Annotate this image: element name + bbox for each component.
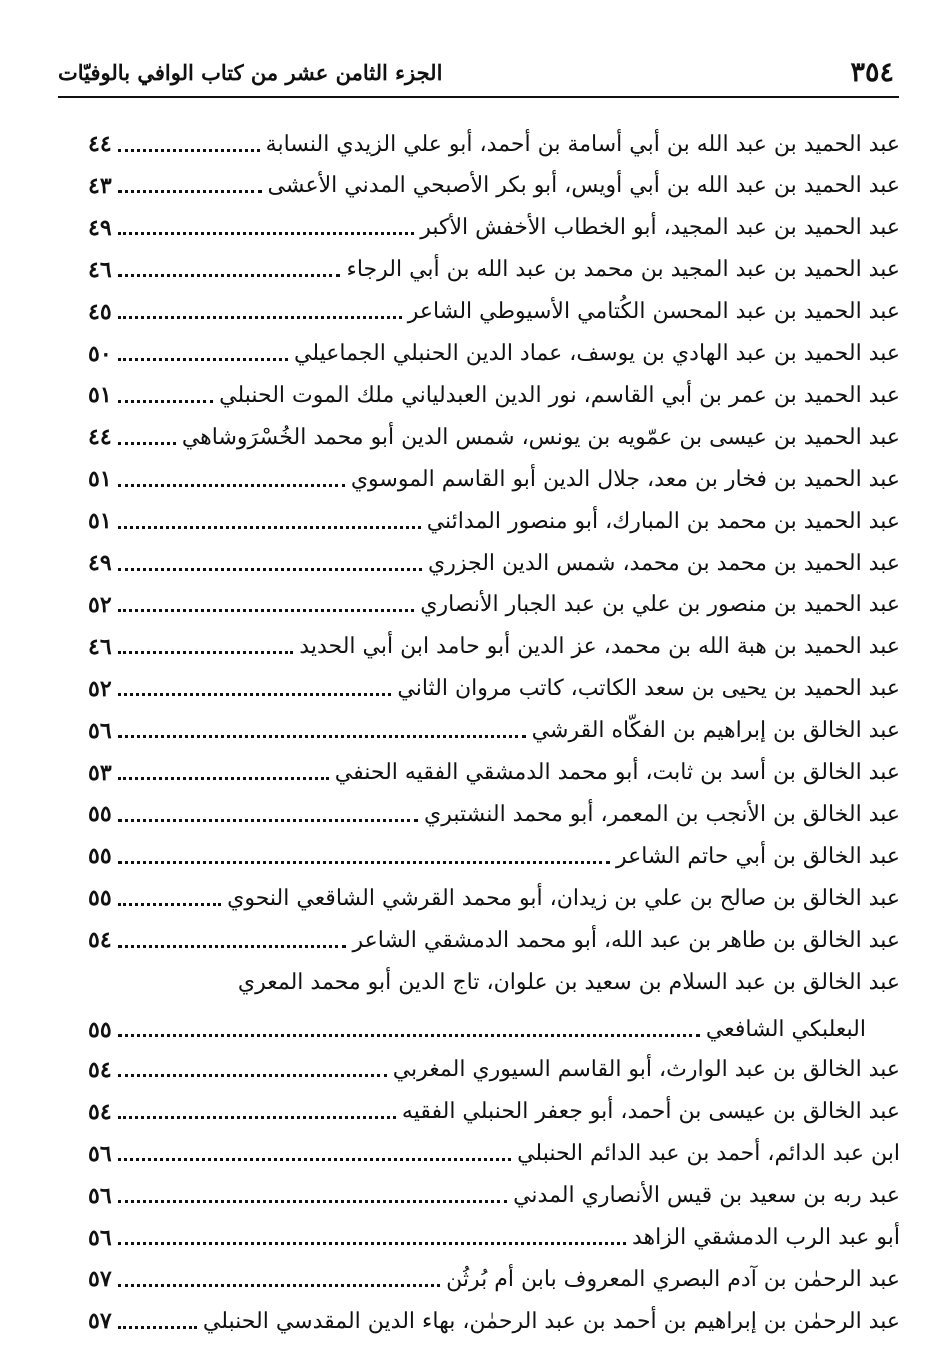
entry-name: عبد الحميد بن عبد المجيد، أبو الخطاب الأخفش الأكبر [420,215,900,241]
entry-page: ٥٦ [88,1182,112,1209]
entry-name: عبد ربه بن سعيد بن قيس الأنصاري المدني [513,1183,900,1209]
entry-name: عبد الرحمٰن بن آدم البصري المعروف بابن أم بُرثُن [446,1266,900,1292]
dot-leader [118,316,402,319]
index-entry [86,208,900,248]
dot-leader [118,945,347,948]
index-entry [86,627,900,667]
entry-page: ٥٥ [88,801,112,828]
dot-leader [118,526,421,529]
entry-name: عبد الخالق بن عبد الوارث، أبو القاسم السيوري المغربي [392,1057,900,1083]
dot-leader [118,358,288,361]
entry-page: ٥٦ [88,1224,112,1251]
entry-page: ٤٥ [88,298,112,325]
index-entry [86,501,900,541]
dot-leader [118,1074,387,1077]
index-entry [86,1218,900,1258]
dot-leader [118,1034,700,1037]
dot-leader [118,651,294,654]
entry-page: ٥٤ [88,1098,112,1125]
dot-leader [118,1284,441,1287]
index-entry [86,836,900,876]
entry-page: ٤٣ [88,172,112,199]
entry-name: عبد الخالق بن الأنجب بن المعمر، أبو محمد النشتبري [423,801,900,827]
index-entry [86,794,900,834]
entry-name: عبد الخالق بن صالح بن علي بن زيدان، أبو محمد القرشي الشاقعي النحوي [227,885,900,911]
index-entry [86,669,900,709]
dot-leader [118,484,345,487]
dot-leader [118,693,392,696]
index-entry [86,1092,900,1132]
index-entry [86,459,900,499]
running-title: الجزء الثامن عشر من كتاب الوافي بالوفيّات [58,59,443,85]
entry-name: عبد الحميد بن محمد بن محمد، شمس الدين الجزري [428,550,900,576]
index-entry [86,1301,900,1341]
entry-name: عبد الخالق بن عيسى بن أحمد، أبو جعفر الحنبلي الفقيه [401,1099,900,1125]
entry-name: عبد الخالق بن أسد بن ثابت، أبو محمد الدمشقي الفقيه الحنفي [334,760,900,785]
dot-leader [118,149,260,152]
dot-leader [118,274,341,277]
entry-page: ٤٩ [88,550,112,576]
dot-leader [118,190,262,193]
index-entry [86,585,900,625]
index-entry [86,124,900,164]
dot-leader [118,1200,507,1203]
entry-name: عبد الخالق بن عبد السلام بن سعيد بن علوان، تاج الدين أبو محمد المعري [237,969,900,995]
entry-page: ٥٧ [88,1308,112,1335]
page-number: ٣٥٤ [850,56,894,88]
dot-leader [118,568,422,571]
index-entry [86,711,900,751]
index-entry [86,920,900,960]
index-entry [86,334,900,374]
entry-page: ٤٦ [88,633,112,660]
entry-name: عبد الخالق بن طاهر بن عبد الله، أبو محمد الدمشقي الشاعر [352,927,900,953]
index-entry [86,375,900,415]
entry-page: ٥٤ [88,927,112,954]
dot-leader [118,1116,396,1119]
entry-name: أبو عبد الرب الدمشقي الزاهد [631,1225,900,1251]
entry-page: ٥٦ [88,1140,112,1167]
dot-leader [118,861,610,864]
index-entry [86,1134,900,1174]
index-entry [86,166,900,206]
entry-name: عبد الخالق بن أبي حاتم الشاعر [616,843,900,869]
index-entry [86,417,900,457]
dot-leader [118,400,213,403]
entry-name: عبد الحميد بن عبد الله بن أبي أويس، أبو بكر الأصبحي المدني الأعشى [267,173,900,199]
entry-page: ٥١ [88,466,112,493]
entry-name: عبد الحميد بن هبة الله بن محمد، عز الدين أبو حامد ابن أبي الحديد [299,634,900,660]
dot-leader [118,903,221,906]
dot-leader [118,232,415,235]
entry-page: ٥٥ [88,843,112,870]
index-entry [86,753,900,793]
entry-page: ٤٤ [88,424,112,451]
entry-name: عبد الخالق بن إبراهيم بن الفكّاه القرشي [531,718,900,744]
dot-leader [118,1242,626,1245]
index-entry [86,1176,900,1216]
entry-name: عبد الرحمٰن بن إبراهيم بن أحمد بن عبد الرحمٰن، بهاء الدين المقدسي الحنبلي [202,1308,900,1334]
entry-name: عبد الحميد بن يحيى بن سعد الكاتب، كاتب مروان الثاني [397,676,900,702]
entry-page: ٤٤ [88,131,112,157]
index-entry [86,250,900,290]
index-entry [86,962,900,1002]
entry-page: ٥٢ [88,591,112,618]
entry-name: عبد الحميد بن عبد المجيد بن محمد بن عبد الله بن أبي الرجاء [346,257,900,283]
entry-page: ٥١ [88,508,112,535]
entry-name: عبد الحميد بن فخار بن معد، جلال الدين أبو القاسم الموسوي [350,466,900,492]
dot-leader [118,735,526,738]
entry-page: ٥٢ [88,675,112,702]
entry-page: ٤٩ [88,214,112,241]
entry-page: ٥٤ [88,1056,112,1083]
entry-name: عبد الحميد بن منصور بن علي بن عبد الجبار الأنصاري [420,592,900,618]
dot-leader [118,1158,511,1161]
index-entry [86,543,900,583]
entry-name: عبد الحميد بن عبد الهادي بن يوسف، عماد الدين الحنبلي الجماعيلي [293,341,900,366]
dot-leader [118,609,415,612]
entry-page: ٤٦ [88,256,112,283]
index-entry [86,1050,900,1090]
dot-leader [118,1326,197,1329]
entry-name: عبد الحميد بن عيسى بن عمّويه بن يونس، شمس الدين أبو محمد الخُسْرَوشاهي [181,424,900,450]
entry-name: عبد الحميد بن محمد بن المبارك، أبو منصور المدائني [426,508,900,534]
entry-name: عبد الحميد بن عمر بن أبي القاسم، نور الدين العبدلياني ملك الموت الحنبلي [219,382,900,408]
entry-page: ٥٠ [88,340,112,367]
index-entry [86,878,900,918]
entry-name: ابن عبد الدائم، أحمد بن عبد الدائم الحنبلي [517,1141,900,1167]
entry-page: ٥١ [88,382,112,409]
index-entry [86,292,900,332]
entry-name: عبد الحميد بن عبد الله بن أبي أسامة بن أحمد، أبو علي الزيدي النسابة [265,131,900,157]
entry-name-continuation: البعلبكي الشافعي [705,1017,866,1043]
dot-leader [118,819,418,822]
dot-leader [118,442,176,445]
index-entry [86,1259,900,1299]
entry-page: ٥٧ [88,1266,112,1293]
entry-page: ٥٥ [88,885,112,912]
dot-leader [118,777,329,780]
entry-page: ٥٥ [88,1016,112,1043]
entry-page: ٥٣ [88,759,112,786]
index-entry-continuation [86,1010,866,1050]
entry-page: ٥٦ [88,717,112,744]
entry-name: عبد الحميد بن عبد المحسن الكُتامي الأسيوطي الشاعر [407,299,900,325]
